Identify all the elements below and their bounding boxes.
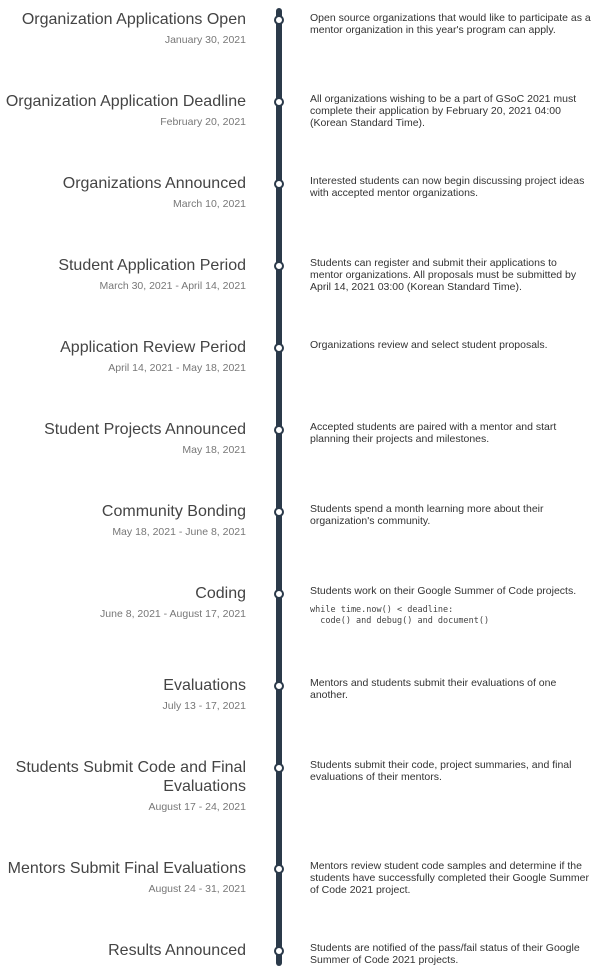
timeline-dot: [274, 763, 284, 773]
code-snippet: while time.now() < deadline: code() and debug() and document(): [310, 605, 490, 626]
event-date: February 20, 2021: [160, 116, 246, 128]
event-title: Student Application Period: [58, 257, 246, 274]
event-title: Organization Application Deadline: [5, 93, 246, 110]
event-description: Mentors and students submit their evaluations of one another.: [310, 677, 557, 701]
event-description: Interested students can now begin discussing project ideas with accepted mentor organizations.: [310, 175, 585, 199]
event-description: Students are notified of the pass/fail status of their Google Summer of Code 2021 projects.: [310, 942, 580, 966]
timeline-dot: [274, 343, 284, 353]
event-description: Mentors review student code samples and determine if the students have successfully completed their Google Summer of Code 2021 project.: [310, 860, 589, 896]
timeline-dot: [274, 261, 284, 271]
event-title: Community Bonding: [101, 503, 246, 520]
event-title: Mentors Submit Final Evaluations: [7, 860, 246, 877]
event-date: July 13 - 17, 2021: [162, 700, 246, 712]
timeline-dot: [274, 97, 284, 107]
event-title: Coding: [195, 585, 246, 602]
timeline-dot: [274, 864, 284, 874]
event-date: April 14, 2021 - May 18, 2021: [108, 362, 246, 374]
event-date: June 8, 2021 - August 17, 2021: [100, 608, 246, 620]
event-title: Student Projects Announced: [44, 421, 246, 438]
timeline-dot: [274, 589, 284, 599]
event-title: Students Submit Code and Final Evaluations: [15, 759, 246, 795]
timeline-dot: [274, 179, 284, 189]
event-date: May 18, 2021: [182, 444, 246, 456]
timeline-dot: [274, 425, 284, 435]
timeline-dot: [274, 507, 284, 517]
event-date: May 18, 2021 - June 8, 2021: [112, 526, 246, 538]
event-title: Evaluations: [163, 677, 246, 694]
event-date: March 10, 2021: [173, 198, 246, 210]
event-description: Students submit their code, project summaries, and final evaluations of their mentors.: [310, 759, 572, 783]
event-title: Results Announced: [108, 942, 246, 959]
event-description: Organizations review and select student proposals.: [310, 339, 548, 351]
event-title: Application Review Period: [60, 339, 246, 356]
event-description: Open source organizations that would like to participate as a mentor organization in this year's program can apply.: [310, 12, 591, 36]
event-description-block: [310, 585, 592, 627]
timeline-dot: [274, 946, 284, 956]
event-date: March 30, 2021 - April 14, 2021: [99, 280, 246, 292]
event-description: Students work on their Google Summer of Code projects.: [310, 585, 577, 597]
event-date: August 24 - 31, 2021: [148, 883, 246, 895]
timeline-track: [276, 8, 282, 966]
event-date: August 17 - 24, 2021: [148, 801, 246, 813]
timeline-dot: [274, 681, 284, 691]
event-date: January 30, 2021: [164, 34, 246, 46]
event-description: All organizations wishing to be a part of GSoC 2021 must complete their application by February 20, 2021 04:00 (Korean Standard Time).: [310, 93, 577, 129]
timeline-dot: [274, 15, 284, 25]
event-title: Organization Applications Open: [21, 11, 246, 28]
event-description: Accepted students are paired with a mentor and start planning their projects and milestones.: [310, 421, 557, 445]
event-description: Students can register and submit their applications to mentor organizations. All proposals must be submitted by April 14, 2021 03:00 (Korean Standard Time).: [310, 257, 577, 293]
event-description: Students spend a month learning more about their organization's community.: [310, 503, 544, 527]
event-title: Organizations Announced: [62, 175, 246, 192]
